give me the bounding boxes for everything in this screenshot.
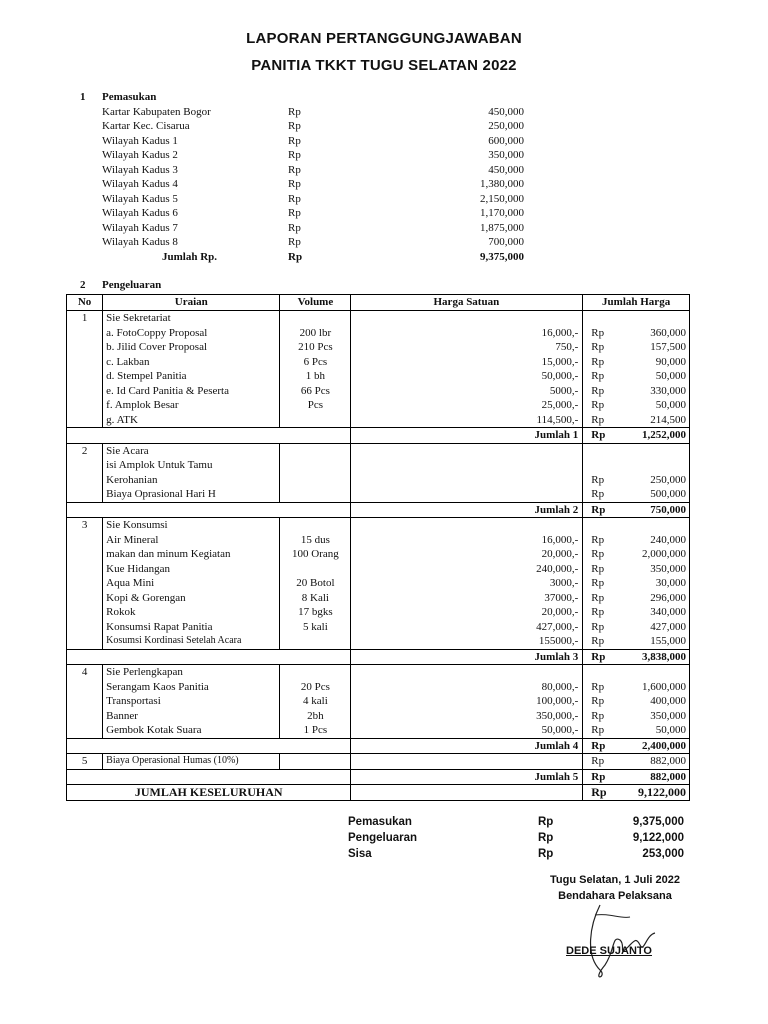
- summary-value: 253,000: [642, 848, 684, 860]
- subtotal-value: 882,000: [614, 769, 689, 785]
- item-uraian: Biaya Oprasional Hari H: [103, 487, 280, 502]
- summary-value: 9,122,000: [632, 832, 684, 844]
- item-volume: 5 kali: [280, 620, 351, 635]
- expense-item-row: [67, 723, 690, 738]
- item-volume: 1 bh: [280, 369, 351, 384]
- item-volume: 17 bgks: [280, 605, 351, 620]
- col-header-harga: Harga Satuan: [351, 295, 583, 311]
- group-rp: [583, 665, 614, 680]
- item-volume: 200 lbr: [280, 326, 351, 341]
- item-jumlah: 50,000: [614, 398, 689, 413]
- expense-group-title-row: [67, 311, 690, 326]
- item-uraian: Konsumsi Rapat Panitia: [103, 620, 280, 635]
- group-harga: [351, 311, 583, 326]
- subtotal-label: Jumlah 4: [351, 738, 583, 754]
- group-rp: [583, 518, 614, 533]
- expense-item-row: [67, 326, 690, 341]
- group-number: 4: [67, 665, 103, 680]
- income-rp: Rp: [288, 221, 301, 234]
- group-rp: Rp: [583, 754, 614, 770]
- income-rp: Rp: [288, 163, 301, 176]
- group-harga: [351, 754, 583, 770]
- group-number: 5: [67, 754, 103, 770]
- item-number: [67, 355, 103, 370]
- subtotal-value: 2,400,000: [614, 738, 689, 754]
- expense-header-row: [67, 295, 690, 311]
- expense-item-row: [67, 473, 690, 488]
- item-number: [67, 576, 103, 591]
- income-value: 2,150,000: [480, 192, 524, 205]
- income-label: Wilayah Kadus 5: [102, 192, 178, 205]
- group-harga: [351, 443, 583, 458]
- item-harga: 20,000,-: [351, 605, 583, 620]
- item-number: [67, 605, 103, 620]
- item-rp: Rp: [583, 694, 614, 709]
- subtotal-rp: Rp: [583, 738, 614, 754]
- item-number: [67, 620, 103, 635]
- item-uraian: Aqua Mini: [103, 576, 280, 591]
- col-header-volume: Volume: [280, 295, 351, 311]
- item-rp: [583, 458, 614, 473]
- item-number: [67, 369, 103, 384]
- item-volume: 1 Pcs: [280, 723, 351, 738]
- item-jumlah: 157,500: [614, 340, 689, 355]
- item-uraian: isi Amplok Untuk Tamu: [103, 458, 280, 473]
- item-number: [67, 473, 103, 488]
- group-volume: [280, 518, 351, 533]
- item-jumlah: 400,000: [614, 694, 689, 709]
- item-number: [67, 340, 103, 355]
- expense-item-row: [67, 369, 690, 384]
- item-number: [67, 634, 103, 649]
- summary-rp: Rp: [538, 832, 554, 844]
- item-number: [67, 413, 103, 428]
- item-harga: 16,000,-: [351, 533, 583, 548]
- income-rp: Rp: [288, 236, 301, 248]
- item-jumlah: 1,600,000: [614, 680, 689, 695]
- item-rp: Rp: [583, 680, 614, 695]
- item-volume: 210 Pcs: [280, 340, 351, 355]
- item-jumlah: 340,000: [614, 605, 689, 620]
- expense-item-row: [67, 384, 690, 399]
- item-volume: [280, 458, 351, 473]
- item-number: [67, 487, 103, 502]
- item-uraian: e. Id Card Panitia & Peserta: [103, 384, 280, 399]
- item-volume: 20 Pcs: [280, 680, 351, 695]
- income-label: Wilayah Kadus 7: [102, 221, 178, 234]
- income-heading: [76, 90, 536, 105]
- item-harga: [351, 458, 583, 473]
- subtotal-spacer: [67, 769, 351, 785]
- expense-subtotal-row: [67, 738, 690, 754]
- expense-item-row: [67, 547, 690, 562]
- expense-item-row: [67, 680, 690, 695]
- expense-item-row: [67, 458, 690, 473]
- item-number: [67, 591, 103, 606]
- item-harga: 240,000,-: [351, 562, 583, 577]
- summary-block: [348, 814, 688, 862]
- item-rp: Rp: [583, 562, 614, 577]
- signature-place-date: Tugu Selatan, 1 Juli 2022: [549, 874, 680, 886]
- expense-item-row: [67, 605, 690, 620]
- subtotal-label: Jumlah 3: [351, 649, 583, 665]
- item-rp: Rp: [583, 723, 614, 738]
- item-rp: Rp: [583, 533, 614, 548]
- expense-title: Pengeluaran: [102, 279, 162, 291]
- summary-row: [348, 846, 688, 862]
- expense-group-title-row: [67, 518, 690, 533]
- subtotal-rp: Rp: [583, 769, 614, 785]
- expense-heading: [80, 279, 161, 291]
- report-title-line2: PANITIA TKKT TUGU SELATAN 2022: [251, 57, 517, 74]
- expense-item-row: [67, 413, 690, 428]
- income-number: 1: [80, 91, 86, 103]
- item-harga: 155000,-: [351, 634, 583, 649]
- expense-subtotal-row: [67, 649, 690, 665]
- group-number: 2: [67, 443, 103, 458]
- item-rp: Rp: [583, 547, 614, 562]
- summary-rp: Rp: [538, 848, 554, 860]
- item-jumlah: 350,000: [614, 562, 689, 577]
- item-uraian: b. Jilid Cover Proposal: [103, 340, 280, 355]
- grand-total-row: [67, 785, 690, 801]
- item-volume: 15 dus: [280, 533, 351, 548]
- item-rp: Rp: [583, 473, 614, 488]
- item-jumlah: 155,000: [614, 634, 689, 649]
- expense-item-row: [67, 591, 690, 606]
- income-label: Wilayah Kadus 8: [102, 236, 178, 248]
- item-rp: Rp: [583, 591, 614, 606]
- expense-item-row: [67, 340, 690, 355]
- item-number: [67, 709, 103, 724]
- expense-number: 2: [80, 279, 86, 291]
- income-row: [76, 177, 536, 192]
- item-uraian: Kosumsi Kordinasi Setelah Acara: [103, 634, 280, 649]
- item-rp: Rp: [583, 369, 614, 384]
- item-uraian: Kue Hidangan: [103, 562, 280, 577]
- item-number: [67, 562, 103, 577]
- item-rp: Rp: [583, 355, 614, 370]
- expense-item-row: [67, 709, 690, 724]
- income-row: [76, 148, 536, 163]
- item-number: [67, 458, 103, 473]
- item-number: [67, 723, 103, 738]
- summary-row: [348, 830, 688, 846]
- summary-label: Sisa: [348, 848, 372, 860]
- item-harga: [351, 473, 583, 488]
- item-jumlah: 250,000: [614, 473, 689, 488]
- item-volume: Pcs: [280, 398, 351, 413]
- item-harga: 350,000,-: [351, 709, 583, 724]
- item-rp: Rp: [583, 709, 614, 724]
- income-value: 1,170,000: [480, 207, 524, 219]
- expense-subtotal-row: [67, 769, 690, 785]
- item-volume: 2bh: [280, 709, 351, 724]
- group-title: Sie Konsumsi: [103, 518, 280, 533]
- item-jumlah: 427,000: [614, 620, 689, 635]
- item-harga: 114,500,-: [351, 413, 583, 428]
- item-rp: Rp: [583, 605, 614, 620]
- income-row: [76, 134, 536, 149]
- group-rp: [583, 311, 614, 326]
- subtotal-rp: Rp: [583, 502, 614, 518]
- item-uraian: Gembok Kotak Suara: [103, 723, 280, 738]
- item-rp: Rp: [583, 398, 614, 413]
- expense-item-row: [67, 533, 690, 548]
- grand-total-label: JUMLAH KESELURUHAN: [67, 785, 351, 801]
- group-harga: [351, 518, 583, 533]
- expense-item-row: [67, 620, 690, 635]
- item-rp: Rp: [583, 576, 614, 591]
- report-title-line1: LAPORAN PERTANGGUNGJAWABAN: [246, 30, 522, 47]
- income-label: Wilayah Kadus 3: [102, 163, 178, 176]
- expense-table: [66, 294, 690, 801]
- item-rp: Rp: [583, 620, 614, 635]
- item-harga: 20,000,-: [351, 547, 583, 562]
- income-value: 700,000: [488, 236, 524, 248]
- item-volume: [280, 562, 351, 577]
- item-volume: 20 Botol: [280, 576, 351, 591]
- group-title: Sie Perlengkapan: [103, 665, 280, 680]
- expense-item-row: [67, 398, 690, 413]
- group-volume: [280, 665, 351, 680]
- group-title: Biaya Operasional Humas (10%): [103, 754, 280, 770]
- col-header-no: No: [67, 295, 103, 311]
- item-uraian: makan dan minum Kegiatan: [103, 547, 280, 562]
- subtotal-label: Jumlah 5: [351, 769, 583, 785]
- subtotal-spacer: [67, 428, 351, 444]
- summary-label: Pemasukan: [348, 816, 412, 828]
- item-uraian: g. ATK: [103, 413, 280, 428]
- grand-total-value: 9,122,000: [614, 785, 689, 801]
- item-volume: [280, 413, 351, 428]
- income-row: [76, 192, 536, 207]
- item-harga: 3000,-: [351, 576, 583, 591]
- group-number: 3: [67, 518, 103, 533]
- item-number: [67, 680, 103, 695]
- subtotal-spacer: [67, 738, 351, 754]
- item-uraian: Air Mineral: [103, 533, 280, 548]
- subtotal-rp: Rp: [583, 649, 614, 665]
- item-harga: 37000,-: [351, 591, 583, 606]
- summary-value: 9,375,000: [632, 816, 684, 828]
- item-number: [67, 398, 103, 413]
- income-rp: Rp: [288, 207, 301, 219]
- group-rp: [583, 443, 614, 458]
- income-value: 450,000: [488, 163, 524, 176]
- expense-group-title-row: [67, 665, 690, 680]
- income-row: [76, 105, 536, 120]
- item-harga: 427,000,-: [351, 620, 583, 635]
- income-value: 450,000: [488, 105, 524, 118]
- item-rp: Rp: [583, 340, 614, 355]
- expense-item-row: [67, 694, 690, 709]
- item-volume: [280, 473, 351, 488]
- signature-name: DEDE SUJANTO: [566, 945, 652, 957]
- income-section: [76, 90, 536, 264]
- item-uraian: c. Lakban: [103, 355, 280, 370]
- income-value: 600,000: [488, 134, 524, 147]
- income-rp: Rp: [288, 149, 301, 161]
- item-volume: [280, 634, 351, 649]
- item-jumlah: [614, 458, 689, 473]
- income-rp: Rp: [288, 120, 301, 132]
- item-harga: [351, 487, 583, 502]
- item-jumlah: 30,000: [614, 576, 689, 591]
- item-harga: 750,-: [351, 340, 583, 355]
- expense-item-row: [67, 576, 690, 591]
- item-number: [67, 547, 103, 562]
- item-jumlah: 50,000: [614, 369, 689, 384]
- group-number: 1: [67, 311, 103, 326]
- item-uraian: Kerohanian: [103, 473, 280, 488]
- item-jumlah: 360,000: [614, 326, 689, 341]
- income-value: 350,000: [488, 149, 524, 161]
- income-value: 1,380,000: [480, 178, 524, 190]
- income-row: [76, 163, 536, 178]
- signature-role: Bendahara Pelaksana: [558, 890, 672, 902]
- item-volume: 100 Orang: [280, 547, 351, 562]
- income-rp: Rp: [288, 105, 301, 118]
- item-harga: 5000,-: [351, 384, 583, 399]
- subtotal-rp: Rp: [583, 428, 614, 444]
- group-volume: [280, 443, 351, 458]
- subtotal-spacer: [67, 649, 351, 665]
- item-harga: 15,000,-: [351, 355, 583, 370]
- group-harga: [351, 665, 583, 680]
- income-total-row: [76, 250, 536, 265]
- income-row: [76, 235, 536, 250]
- item-jumlah: 500,000: [614, 487, 689, 502]
- income-title: Pemasukan: [102, 91, 157, 103]
- income-value: 250,000: [488, 120, 524, 132]
- group-title: Sie Acara: [103, 443, 280, 458]
- item-jumlah: 296,000: [614, 591, 689, 606]
- income-row: [76, 206, 536, 221]
- item-uraian: d. Stempel Panitia: [103, 369, 280, 384]
- item-rp: Rp: [583, 384, 614, 399]
- group-jumlah: [614, 665, 689, 680]
- item-uraian: Banner: [103, 709, 280, 724]
- income-row: [76, 221, 536, 236]
- expense-item-row: [67, 487, 690, 502]
- item-uraian: Rokok: [103, 605, 280, 620]
- income-total-label: Jumlah Rp.: [162, 250, 218, 263]
- item-number: [67, 533, 103, 548]
- expense-item-row: [67, 634, 690, 649]
- group-jumlah: [614, 518, 689, 533]
- item-uraian: f. Amplok Besar: [103, 398, 280, 413]
- handwritten-signature-icon: [560, 895, 670, 985]
- col-header-uraian: Uraian: [103, 295, 280, 311]
- item-rp: Rp: [583, 326, 614, 341]
- item-jumlah: 214,500: [614, 413, 689, 428]
- income-rp: Rp: [288, 192, 301, 205]
- income-value: 1,875,000: [480, 221, 524, 234]
- item-number: [67, 326, 103, 341]
- item-jumlah: 2,000,000: [614, 547, 689, 562]
- item-harga: 50,000,-: [351, 723, 583, 738]
- subtotal-label: Jumlah 1: [351, 428, 583, 444]
- group-volume: [280, 754, 351, 770]
- item-volume: 8 Kali: [280, 591, 351, 606]
- item-uraian: a. FotoCoppy Proposal: [103, 326, 280, 341]
- item-volume: [280, 487, 351, 502]
- income-row: [76, 119, 536, 134]
- group-jumlah: 882,000: [614, 754, 689, 770]
- income-rp: Rp: [288, 178, 301, 190]
- income-label: Kartar Kec. Cisarua: [102, 120, 190, 132]
- item-jumlah: 90,000: [614, 355, 689, 370]
- item-harga: 80,000,-: [351, 680, 583, 695]
- item-harga: 50,000,-: [351, 369, 583, 384]
- grand-total-spacer: [351, 785, 583, 801]
- expense-item-row: [67, 562, 690, 577]
- income-total-value: 9,375,000: [480, 250, 524, 263]
- item-uraian: Transportasi: [103, 694, 280, 709]
- expense-subtotal-row: [67, 502, 690, 518]
- item-jumlah: 350,000: [614, 709, 689, 724]
- income-label: Wilayah Kadus 1: [102, 134, 178, 147]
- group-jumlah: [614, 311, 689, 326]
- item-jumlah: 240,000: [614, 533, 689, 548]
- item-number: [67, 694, 103, 709]
- expense-subtotal-row: [67, 428, 690, 444]
- item-uraian: Kopi & Gorengan: [103, 591, 280, 606]
- expense-group-title-row: [67, 443, 690, 458]
- income-rp: Rp: [288, 134, 301, 147]
- item-volume: 4 kali: [280, 694, 351, 709]
- subtotal-value: 750,000: [614, 502, 689, 518]
- item-jumlah: 50,000: [614, 723, 689, 738]
- item-harga: 100,000,-: [351, 694, 583, 709]
- item-jumlah: 330,000: [614, 384, 689, 399]
- item-harga: 25,000,-: [351, 398, 583, 413]
- group-jumlah: [614, 443, 689, 458]
- item-rp: Rp: [583, 413, 614, 428]
- expense-item-row: [67, 355, 690, 370]
- income-label: Wilayah Kadus 6: [102, 207, 178, 219]
- item-volume: 66 Pcs: [280, 384, 351, 399]
- item-number: [67, 384, 103, 399]
- expense-group-title-row: [67, 754, 690, 770]
- summary-label: Pengeluaran: [348, 832, 418, 844]
- grand-total-rp: Rp: [583, 785, 614, 801]
- summary-row: [348, 814, 688, 830]
- col-header-jumlah: Jumlah Harga: [583, 295, 690, 311]
- subtotal-value: 3,838,000: [614, 649, 689, 665]
- subtotal-value: 1,252,000: [614, 428, 689, 444]
- group-volume: [280, 311, 351, 326]
- group-title: Sie Sekretariat: [103, 311, 280, 326]
- item-uraian: Serangam Kaos Panitia: [103, 680, 280, 695]
- income-total-rp: Rp: [288, 250, 303, 263]
- item-rp: Rp: [583, 487, 614, 502]
- subtotal-label: Jumlah 2: [351, 502, 583, 518]
- income-label: Kartar Kabupaten Bogor: [102, 105, 211, 118]
- summary-rp: Rp: [538, 816, 554, 828]
- income-label: Wilayah Kadus 2: [102, 149, 178, 161]
- income-label: Wilayah Kadus 4: [102, 178, 178, 190]
- item-volume: 6 Pcs: [280, 355, 351, 370]
- item-harga: 16,000,-: [351, 326, 583, 341]
- item-rp: Rp: [583, 634, 614, 649]
- subtotal-spacer: [67, 502, 351, 518]
